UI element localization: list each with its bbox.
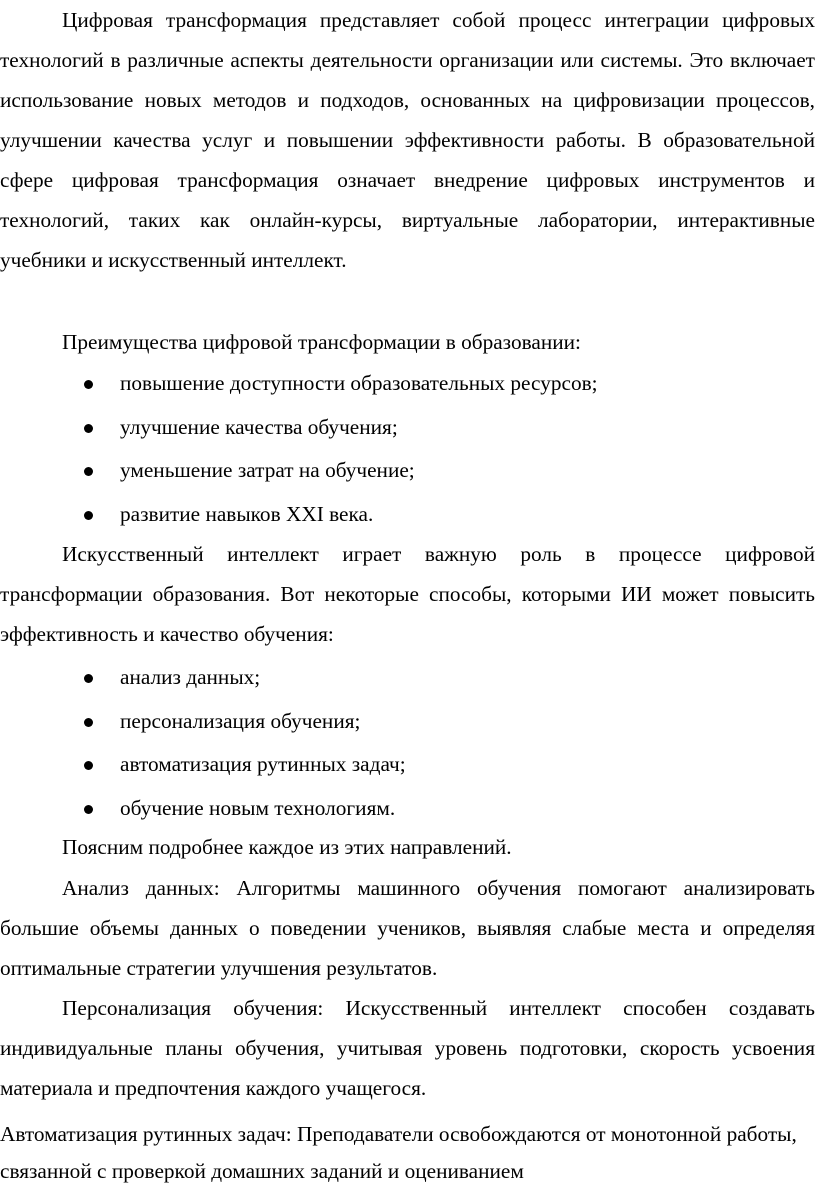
- bullet-icon: [84, 511, 93, 520]
- bullet-icon: [84, 761, 93, 770]
- bullet-icon: [84, 674, 93, 683]
- bullet-icon: [84, 805, 93, 814]
- bullet-icon: [84, 380, 93, 389]
- paragraph-explain: Поясним подробнее каждое из этих направлений.: [62, 835, 512, 859]
- bullet-icon: [84, 467, 93, 476]
- list-item: улучшение качества обучения;: [0, 406, 815, 450]
- paragraph-advantages-heading: Преимущества цифровой трансформации в образовании:: [62, 330, 581, 354]
- bullet-icon: [84, 424, 93, 433]
- paragraph-personalization: Персонализация обучения: Искусственный интеллект способен создавать индивидуальные планы обучения, учитывая уровень подготовки, скорость усвоения материала и предпочтения каждого учащегося.: [0, 996, 815, 1100]
- paragraph-intro: Цифровая трансформация представляет собой процесс интеграции цифровых технологий в различные аспекты деятельности организации или системы. Это включает использование новых методов и подходов, основанных на цифровизации процессов, улучшении качества услуг и повышении эффективности работы. В образовательной сфере цифровая трансформация означает внедрение цифровых инструментов и технологий, таких как онлайн-курсы, виртуальные лаборатории, интерактивные учебники и искусственный интеллект.: [0, 8, 815, 272]
- advantages-list: [0, 362, 815, 536]
- list-item: обучение новым технологиям.: [0, 787, 815, 831]
- list-item: персонализация обучения;: [0, 700, 815, 744]
- list-item: повышение доступности образовательных ресурсов;: [0, 362, 815, 406]
- paragraph-ai-intro: Искусственный интеллект играет важную роль в процессе цифровой трансформации образования. Вот некоторые способы, которыми ИИ может повысить эффективность и качество обучения:: [0, 542, 815, 646]
- bullet-icon: [84, 718, 93, 727]
- ai-methods-list: [0, 656, 815, 830]
- list-item: анализ данных;: [0, 656, 815, 700]
- paragraph-data-analysis: Анализ данных: Алгоритмы машинного обучения помогают анализировать большие объемы данных о поведении учеников, выявляя слабые места и определяя оптимальные стратегии улучшения результатов.: [0, 876, 815, 980]
- paragraph-automation: Автоматизация рутинных задач: Преподаватели освобождаются от монотонной работы, связанной с проверкой домашних заданий и оцениванием: [0, 1122, 797, 1183]
- list-item: автоматизация рутинных задач;: [0, 743, 815, 787]
- list-item: развитие навыков XXI века.: [0, 493, 815, 537]
- list-item: уменьшение затрат на обучение;: [0, 449, 815, 493]
